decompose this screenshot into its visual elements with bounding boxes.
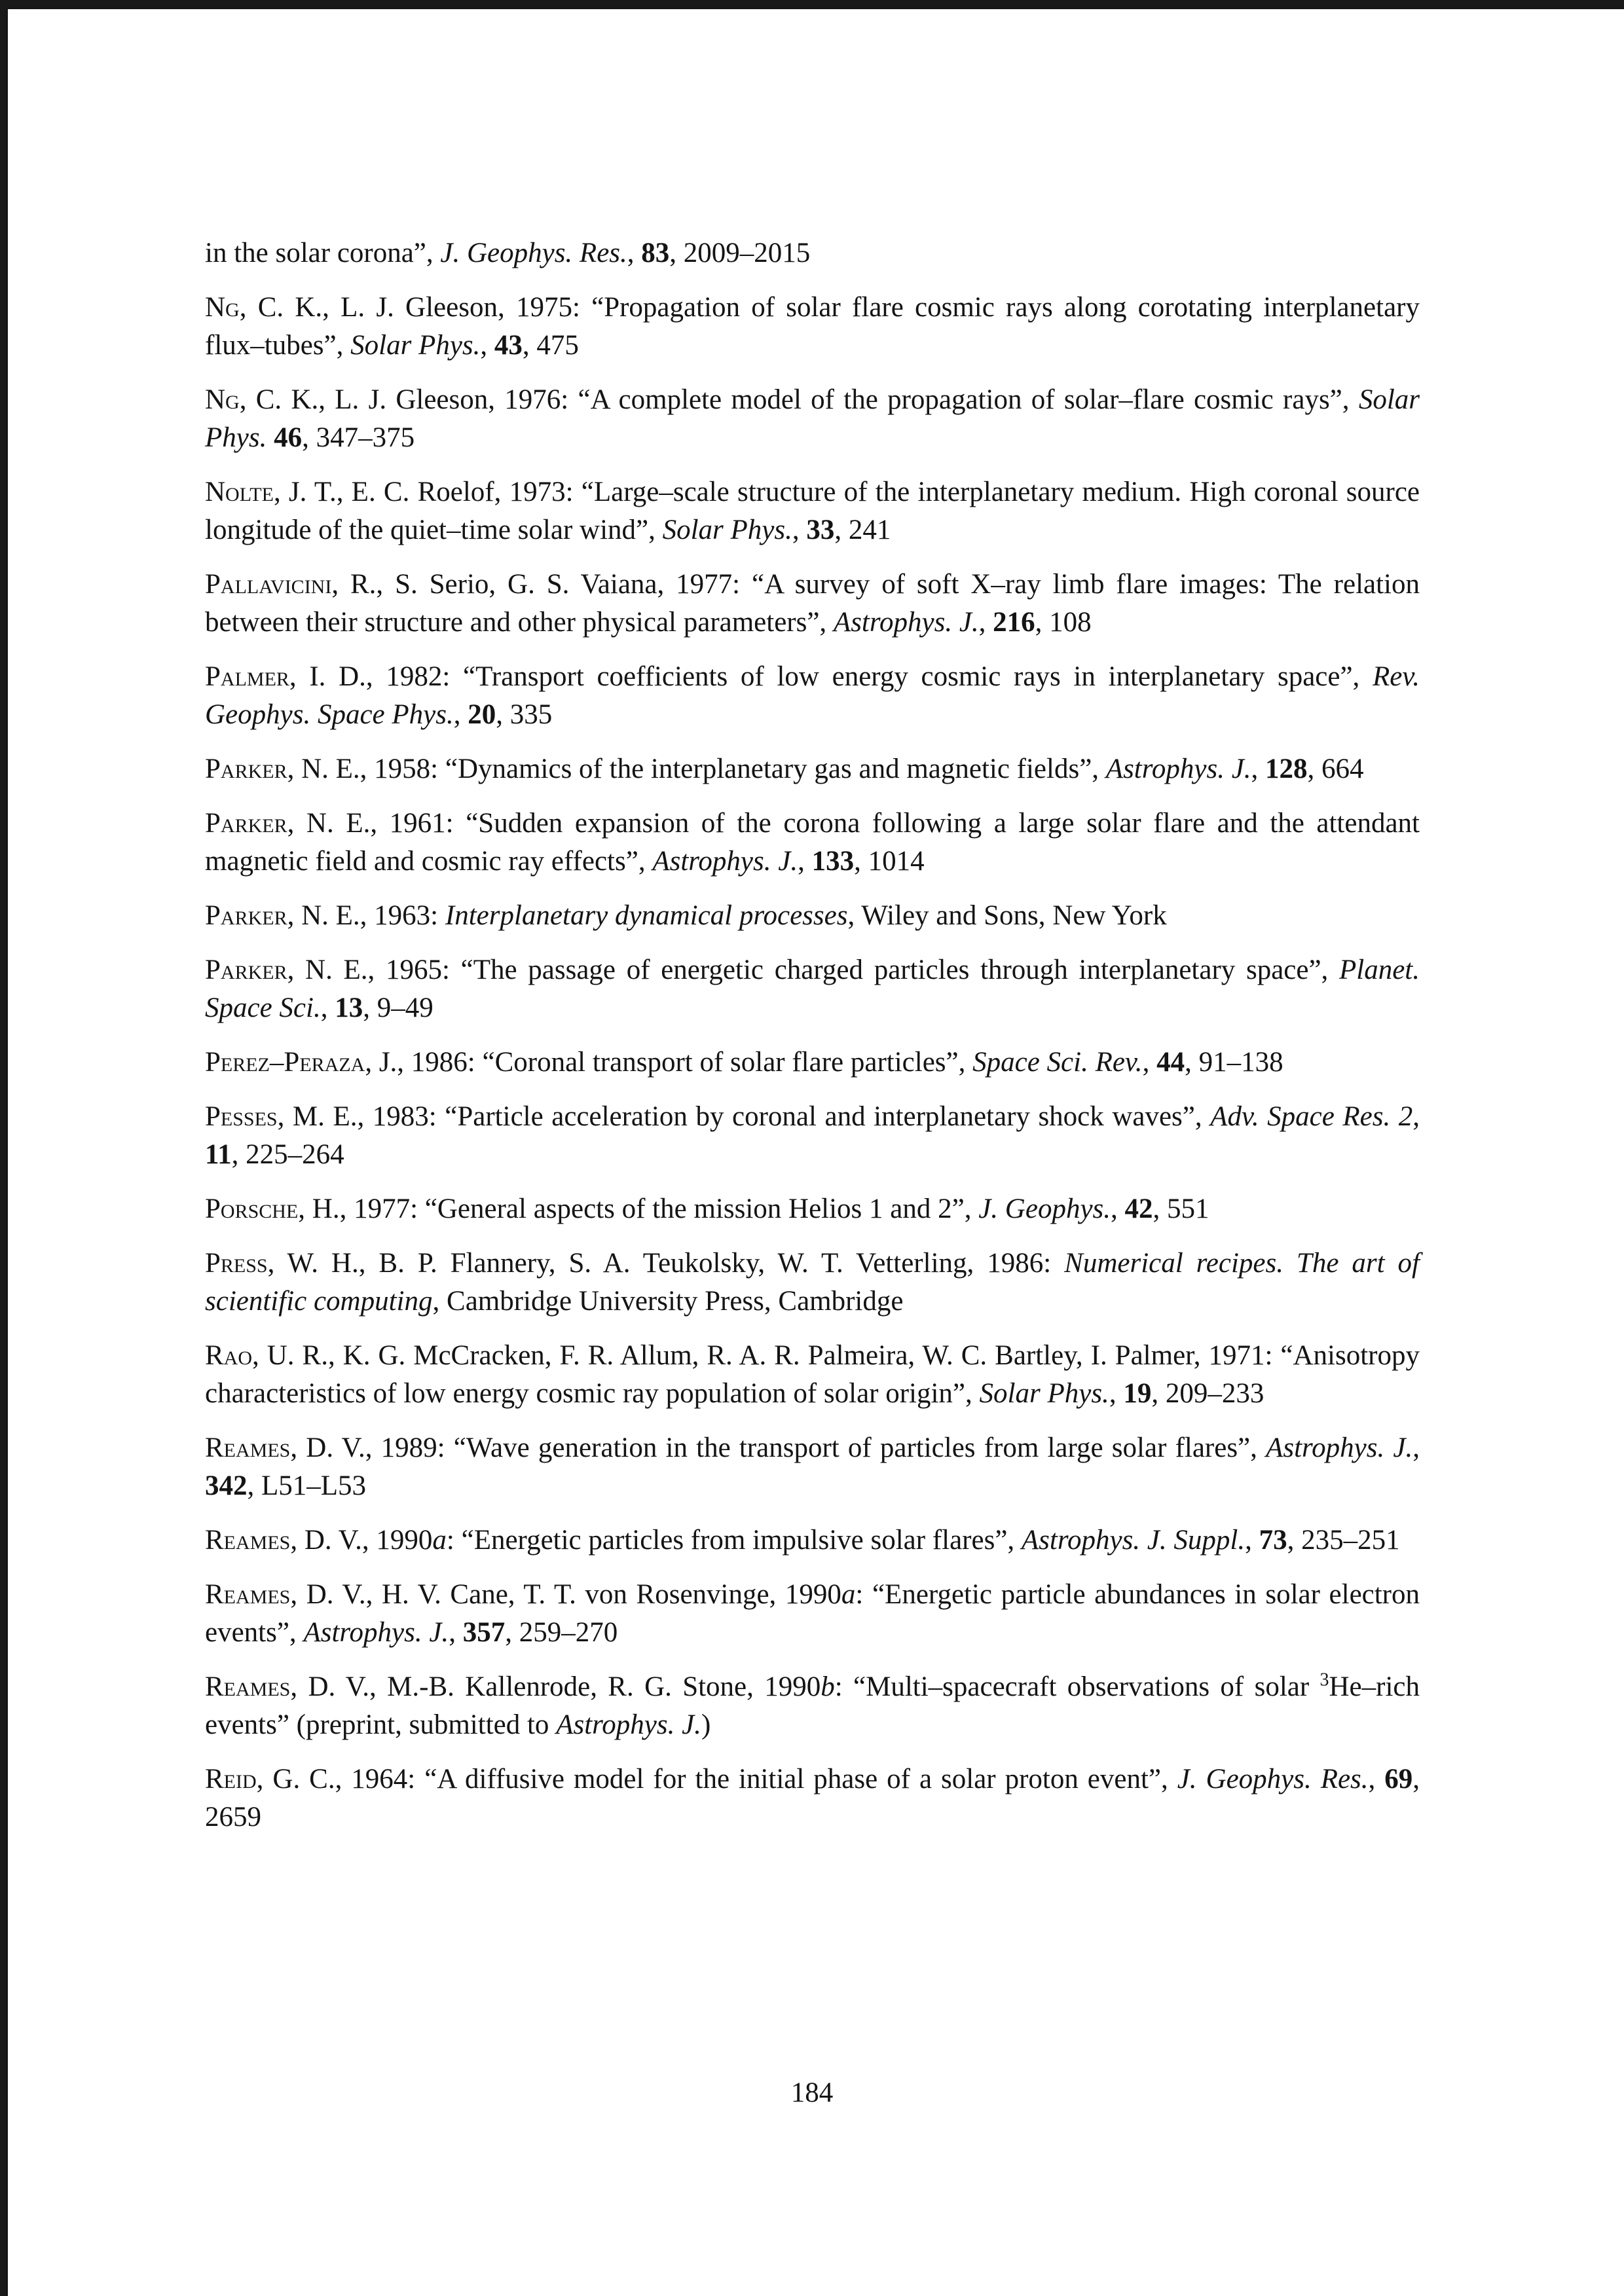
reference-author: Press [205, 1248, 268, 1279]
reference-text: , 91–138 [1185, 1047, 1283, 1078]
reference-volume: 46 [274, 422, 303, 453]
reference-text: , N. E., 1958: “Dynamics of the interplanetary gas and magnetic fields”, [287, 754, 1106, 784]
reference-italic-text: Astrophys. J. [303, 1617, 449, 1648]
reference-author: Reames [205, 1579, 291, 1610]
reference-text: in the solar corona”, [205, 238, 441, 268]
reference-text: , 335 [496, 699, 553, 730]
reference-entry [205, 289, 1420, 365]
reference-italic-text: J. Geophys. Res. [440, 238, 627, 268]
reference-text: , Wiley and Sons, New York [847, 900, 1167, 931]
reference-text: , D. V., H. V. Cane, T. T. von Rosenvinge, 1990 [290, 1579, 841, 1610]
reference-text: , [480, 330, 494, 361]
reference-author: Ng [205, 384, 240, 415]
reference-text [267, 422, 274, 453]
reference-text: , 241 [834, 515, 891, 545]
reference-author: Perez–Peraza [205, 1047, 365, 1078]
reference-italic-text: Solar Phys. [350, 330, 481, 361]
reference-italic-text: a [841, 1579, 856, 1610]
reference-author: Reames [205, 1525, 291, 1556]
reference-text: , N. E., 1963: [287, 900, 445, 931]
reference-list [205, 234, 1420, 1853]
reference-volume: 216 [993, 607, 1035, 638]
reference-text: , 2009–2015 [669, 238, 811, 268]
reference-author: Parker [205, 754, 287, 784]
reference-text: , [627, 238, 642, 268]
reference-text: , [792, 515, 807, 545]
reference-entry [205, 658, 1420, 734]
reference-entry [205, 750, 1420, 788]
reference-entry [205, 897, 1420, 935]
reference-volume: 342 [205, 1470, 248, 1501]
reference-author: Parker [205, 808, 287, 839]
reference-text: , W. H., B. P. Flannery, S. A. Teukolsky, W. T. Vetterling, 1986: [267, 1248, 1065, 1279]
reference-volume: 11 [205, 1139, 232, 1170]
reference-volume: 83 [641, 238, 670, 268]
reference-entry [205, 1190, 1420, 1228]
reference-entry [205, 1429, 1420, 1505]
reference-text: , 9–49 [363, 993, 434, 1023]
reference-text: , C. K., L. J. Gleeson, 1975: “Propagation of solar flare cosmic rays along corotating interplanetary flux–tubes”, [205, 292, 1420, 361]
reference-italic-text: Adv. Space Res. 2 [1210, 1101, 1413, 1132]
reference-text: , [1109, 1378, 1124, 1409]
reference-text: , L51–L53 [247, 1470, 367, 1501]
reference-text: , 209–233 [1151, 1378, 1264, 1409]
reference-text: , [1251, 754, 1266, 784]
reference-author: Reames [205, 1432, 291, 1463]
reference-italic-text: Astrophys. J. [556, 1709, 701, 1740]
reference-italic-text: Solar Phys. [662, 515, 792, 545]
reference-entry [205, 1337, 1420, 1413]
reference-text: , 108 [1035, 607, 1092, 638]
reference-text: , [453, 699, 468, 730]
reference-text: , N. E., 1965: “The passage of energetic charged particles through interplanetary space”, [287, 955, 1339, 985]
reference-author: Porsche [205, 1194, 299, 1224]
reference-author: Rao [205, 1340, 253, 1371]
reference-author: Nolte [205, 477, 274, 507]
reference-text: : “Energetic particles from impulsive solar flares”, [446, 1525, 1022, 1556]
reference-volume: 357 [462, 1617, 506, 1648]
reference-entry [205, 805, 1420, 881]
reference-italic-text: Space Sci. Rev. [972, 1047, 1143, 1078]
reference-author: Pesses [205, 1101, 278, 1132]
reference-italic-text: b [821, 1671, 835, 1702]
reference-volume: 33 [806, 515, 835, 545]
reference-text: , 259–270 [505, 1617, 618, 1648]
reference-italic-text: Numerical recipes. The art of scientific computing [205, 1248, 1420, 1317]
reference-italic-text: J. Geophys. [978, 1194, 1111, 1224]
reference-text: , 235–251 [1287, 1525, 1400, 1556]
reference-italic-text: Solar Phys. [979, 1378, 1109, 1409]
reference-text: , [1368, 1764, 1385, 1795]
reference-volume: 19 [1123, 1378, 1152, 1409]
reference-text: , [320, 993, 335, 1023]
reference-continuation [205, 234, 1420, 272]
reference-text: , 2659 [205, 1764, 1420, 1832]
reference-text: , H., 1977: “General aspects of the mission Helios 1 and 2”, [298, 1194, 979, 1224]
reference-entry [205, 1245, 1420, 1321]
reference-text: , [798, 846, 812, 877]
reference-author: Reames [205, 1671, 291, 1702]
reference-text: , 225–264 [231, 1139, 344, 1170]
reference-text: , 475 [522, 330, 579, 361]
reference-author: Parker [205, 955, 287, 985]
reference-text: , D. V., 1990 [290, 1525, 433, 1556]
reference-volume: 128 [1265, 754, 1308, 784]
reference-entry [205, 1668, 1420, 1744]
reference-author: Palmer [205, 661, 289, 692]
reference-volume: 133 [811, 846, 855, 877]
reference-author: Ng [205, 292, 240, 323]
reference-italic-text: Solar Phys. [205, 384, 1420, 453]
reference-italic-text: Interplanetary dynamical processes [445, 900, 848, 931]
reference-entry [205, 1044, 1420, 1082]
reference-italic-text: Astrophys. J. [833, 607, 979, 638]
reference-entry [205, 1576, 1420, 1652]
reference-entry [205, 473, 1420, 549]
reference-italic-text: Planet. Space Sci. [205, 955, 1420, 1023]
reference-author: Pallavicini [205, 569, 332, 600]
reference-volume: 73 [1259, 1525, 1287, 1556]
reference-text: , 347–375 [302, 422, 415, 453]
reference-text: , 1014 [854, 846, 925, 877]
reference-entry [205, 1760, 1420, 1836]
reference-entry [205, 1098, 1420, 1174]
reference-text: , D. V., M.-B. Kallenrode, R. G. Stone, 1990 [290, 1671, 821, 1702]
reference-text: , [449, 1617, 463, 1648]
reference-italic-text: Astrophys. J. Suppl. [1021, 1525, 1246, 1556]
reference-text: ) [701, 1709, 711, 1740]
reference-entry [205, 1522, 1420, 1559]
reference-italic-text: a [432, 1525, 447, 1556]
reference-text: , D. V., 1989: “Wave generation in the transport of particles from large solar flares”, [290, 1432, 1266, 1463]
reference-text: He–rich events” (preprint, submitted to [205, 1671, 1420, 1740]
reference-text: , [1412, 1101, 1420, 1132]
reference-volume: 42 [1124, 1194, 1153, 1224]
reference-italic-text: Astrophys. J. [652, 846, 798, 877]
reference-text: , U. R., K. G. McCracken, F. R. Allum, R. A. R. Palmeira, W. C. Bartley, I. Palmer, 1971: “Anisotropy characteristics of low energy cosmic ray population of solar origin”, [205, 1340, 1420, 1409]
reference-volume: 69 [1384, 1764, 1413, 1795]
reference-text: , I. D., 1982: “Transport coefficients of low energy cosmic rays in interplanetary space”, [289, 661, 1373, 692]
reference-volume: 44 [1156, 1047, 1185, 1078]
reference-volume: 13 [335, 993, 363, 1023]
reference-volume: 20 [468, 699, 496, 730]
reference-text: : “Multi–spacecraft observations of solar [834, 1671, 1320, 1702]
reference-text: , [1245, 1525, 1259, 1556]
reference-entry [205, 566, 1420, 642]
reference-text: , G. C., 1964: “A diffusive model for the initial phase of a solar proton event”, [256, 1764, 1177, 1795]
reference-text: , [1111, 1194, 1125, 1224]
reference-text: , C. K., L. J. Gleeson, 1976: “A complete model of the propagation of solar–flare cosmic rays”, [239, 384, 1359, 415]
reference-italic-text: J. Geophys. Res. [1177, 1764, 1369, 1795]
reference-text: , 551 [1153, 1194, 1209, 1224]
reference-superscript: 3 [1320, 1669, 1329, 1690]
reference-entry [205, 951, 1420, 1027]
reference-text: , Cambridge University Press, Cambridge [432, 1286, 904, 1317]
reference-text: , [978, 607, 993, 638]
reference-text: , [1142, 1047, 1157, 1078]
reference-text: , R., S. Serio, G. S. Vaiana, 1977: “A survey of soft X–ray limb flare images: The relation between their structure and other physical parameters”, [205, 569, 1420, 638]
reference-entry [205, 381, 1420, 457]
reference-text: , [1412, 1432, 1420, 1463]
reference-author: Reid [205, 1764, 257, 1795]
reference-text: , 664 [1307, 754, 1364, 784]
reference-text: , N. E., 1961: “Sudden expansion of the corona following a large solar flare and the attendant magnetic field and cosmic ray effects”, [205, 808, 1420, 877]
reference-volume: 43 [494, 330, 523, 361]
reference-italic-text: Rev. Geophys. Space Phys. [205, 661, 1420, 730]
reference-text: , J., 1986: “Coronal transport of solar flare particles”, [365, 1047, 973, 1078]
reference-text: , M. E., 1983: “Particle acceleration by coronal and interplanetary shock waves”, [277, 1101, 1211, 1132]
reference-text: , J. T., E. C. Roelof, 1973: “Large–scale structure of the interplanetary medium. High coronal source longitude of the quiet–time solar wind”, [205, 477, 1420, 545]
reference-author: Parker [205, 900, 287, 931]
reference-text: : “Energetic particle abundances in solar electron events”, [205, 1579, 1420, 1648]
page-number: 184 [790, 2077, 834, 2108]
reference-italic-text: Astrophys. J. [1105, 754, 1251, 784]
reference-italic-text: Astrophys. J. [1266, 1432, 1413, 1463]
